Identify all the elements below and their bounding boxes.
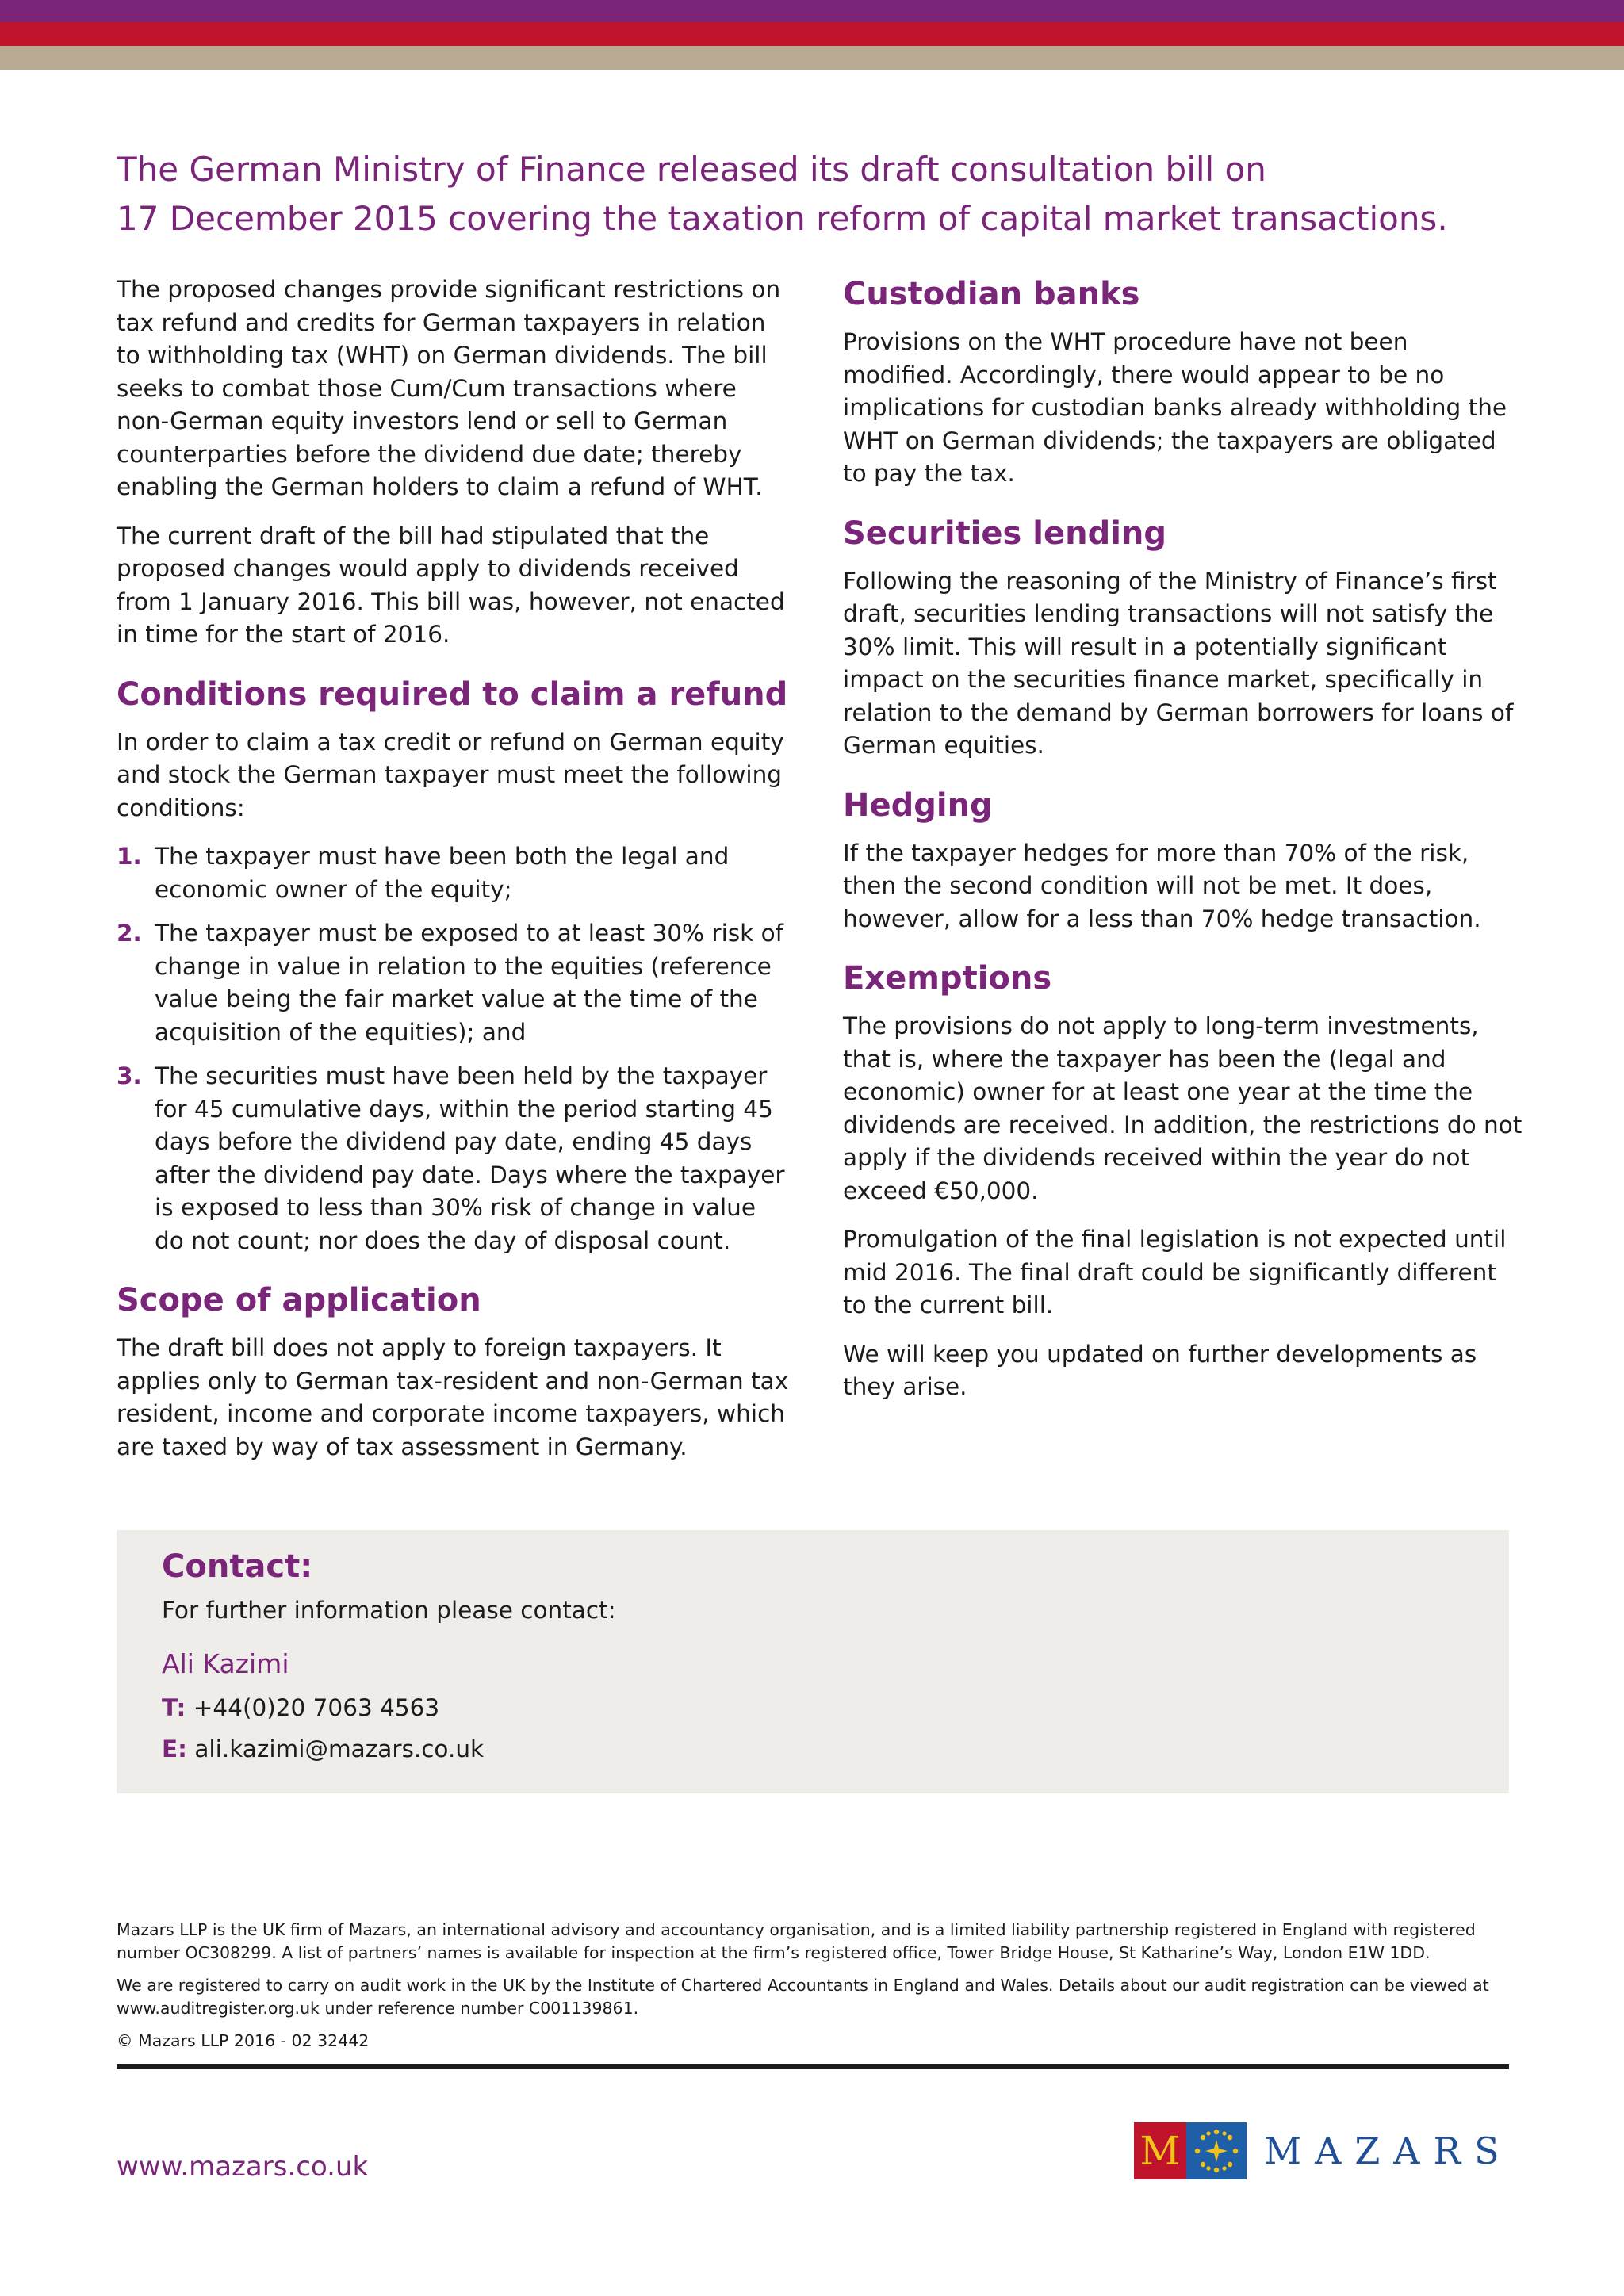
contact-intro: For further information please contact:: [162, 1597, 616, 1624]
paragraph: Promulgation of the final legislation is not expected until mid 2016. The final draft could be significantly different to the current bill.: [843, 1226, 1507, 1318]
section-heading-lending: Securities lending: [843, 515, 1167, 552]
email-label: E:: [162, 1735, 187, 1762]
list-item: [117, 917, 791, 1049]
copyright: © Mazars LLP 2016 - 02 32442: [117, 2031, 370, 2050]
paragraph: Provisions on the WHT procedure have not been modified. Accordingly, there would appear to be no implications for custodian banks already withholding the WHT on German dividends; the taxpayers are obligated to pay the tax.: [843, 328, 1507, 487]
list-item-text: The securities must have been held by the taxpayer for 45 cumulative days, within the period starting 45 days before the dividend pay date, ending 45 days after the dividend pay date. Days where the taxpayer is exposed to less than 30% risk of change in value do not count; nor does the day of disposal count.: [155, 1062, 785, 1254]
right-column: [843, 274, 1525, 1420]
contact-email-line: [162, 1728, 616, 1770]
section-heading-hedging: Hedging: [843, 786, 993, 824]
mazars-logo: [1134, 2122, 1513, 2179]
section-heading-conditions: Conditions required to claim a refund: [117, 675, 788, 713]
paragraph: If the taxpayer hedges for more than 70% of the risk, then the second condition will not be met. It does, however, allow for a less than 70% hedge transaction.: [843, 839, 1481, 932]
paragraph: In order to claim a tax credit or refund on German equity and stock the German taxpayer must meet the following conditions:: [117, 728, 784, 821]
website-link[interactable]: www.mazars.co.uk: [117, 2151, 369, 2183]
section-heading-custodian: Custodian banks: [843, 276, 1140, 312]
legal-text: Mazars LLP is the UK firm of Mazars, an international advisory and accountancy organisation, and is a limited liability partnership registered in England with registered number OC308299. A list of partners’ names is available for inspection at the firm’s registered office, Tower Bridge House, St Katharine’s Way, London E1W 1DD.: [117, 1920, 1476, 1962]
section-heading-exemptions: Exemptions: [843, 960, 1052, 997]
paragraph: The draft bill does not apply to foreign taxpayers. It applies only to German tax-resident and non-German tax resident, income and corporate income taxpayers, which are taxed by way of tax assessment in Germany.: [117, 1334, 789, 1460]
contact-heading: Contact:: [162, 1548, 313, 1585]
intro-line-1: The German Ministry of Finance released its draft consultation bill on: [117, 150, 1266, 189]
paragraph: The provisions do not apply to long-term investments, that is, where the taxpayer has been the (legal and economic) owner for at least one year at the time the dividends are received. In addition, the restrictions do not apply if the dividends received within the year do not exceed €50,000.: [843, 1012, 1522, 1204]
list-number: 3.: [117, 1062, 142, 1089]
contact-phone[interactable]: +44(0)20 7063 4563: [193, 1694, 440, 1721]
left-column: [117, 274, 791, 1479]
intro-line-2: 17 December 2015 covering the taxation reform of capital market transactions.: [117, 199, 1448, 238]
footer-legal: [117, 1919, 1512, 2062]
logo-letter: M: [1134, 2122, 1186, 2179]
list-item: [117, 840, 791, 906]
top-band-red: [0, 22, 1624, 46]
list-item-text: The taxpayer must be exposed to at least 30% risk of change in value in relation to the equities (reference value being the fair market value at the time of the acquisition of the equities); and: [155, 920, 784, 1046]
paragraph: We will keep you updated on further developments as they arise.: [843, 1340, 1477, 1400]
contact-box: [117, 1530, 1509, 1793]
phone-label: T:: [162, 1694, 186, 1721]
conditions-list: [117, 840, 791, 1257]
legal-text: We are registered to carry on audit work in the UK by the Institute of Chartered Accountants in England and Wales. Details about our audit registration can be viewed at www.auditregister.org.uk under reference number C001139861.: [117, 1976, 1489, 2018]
section-heading-scope: Scope of application: [117, 1282, 481, 1318]
contact-name: Ali Kazimi: [162, 1648, 289, 1679]
logo-wordmark: MAZARS: [1264, 2130, 1513, 2172]
paragraph: Following the reasoning of the Ministry of Finance’s first draft, securities lending transactions will not satisfy the 30% limit. This will result in a potentially significant impact on the securities finance market, specifically in relation to the demand by German borrowers for loans of German equities.: [843, 567, 1514, 759]
contact-email-link[interactable]: ali.kazimi@mazars.co.uk: [194, 1735, 485, 1762]
footer-divider: [117, 2064, 1509, 2069]
list-number: 1.: [117, 843, 142, 870]
list-item: [117, 1060, 791, 1257]
contact-phone-line: [162, 1687, 616, 1728]
list-number: 2.: [117, 920, 142, 947]
paragraph: The proposed changes provide significant restrictions on tax refund and credits for German taxpayers in relation to withholding tax (WHT) on German dividends. The bill seeks to combat those Cum/Cum transactions where non-German equity investors lend or sell to German counterparties before the dividend due date; thereby enabling the German holders to claim a refund of WHT.: [117, 276, 781, 500]
top-band-tan: [0, 46, 1624, 70]
paragraph: The current draft of the bill had stipulated that the proposed changes would apply to dividends received from 1 January 2016. This bill was, however, not enacted in time for the start of 2016.: [117, 522, 785, 648]
star-circle-icon: [1186, 2122, 1247, 2179]
list-item-text: The taxpayer must have been both the legal and economic owner of the equity;: [155, 843, 730, 903]
top-band-purple: [0, 0, 1624, 22]
intro-heading: [117, 145, 1512, 243]
